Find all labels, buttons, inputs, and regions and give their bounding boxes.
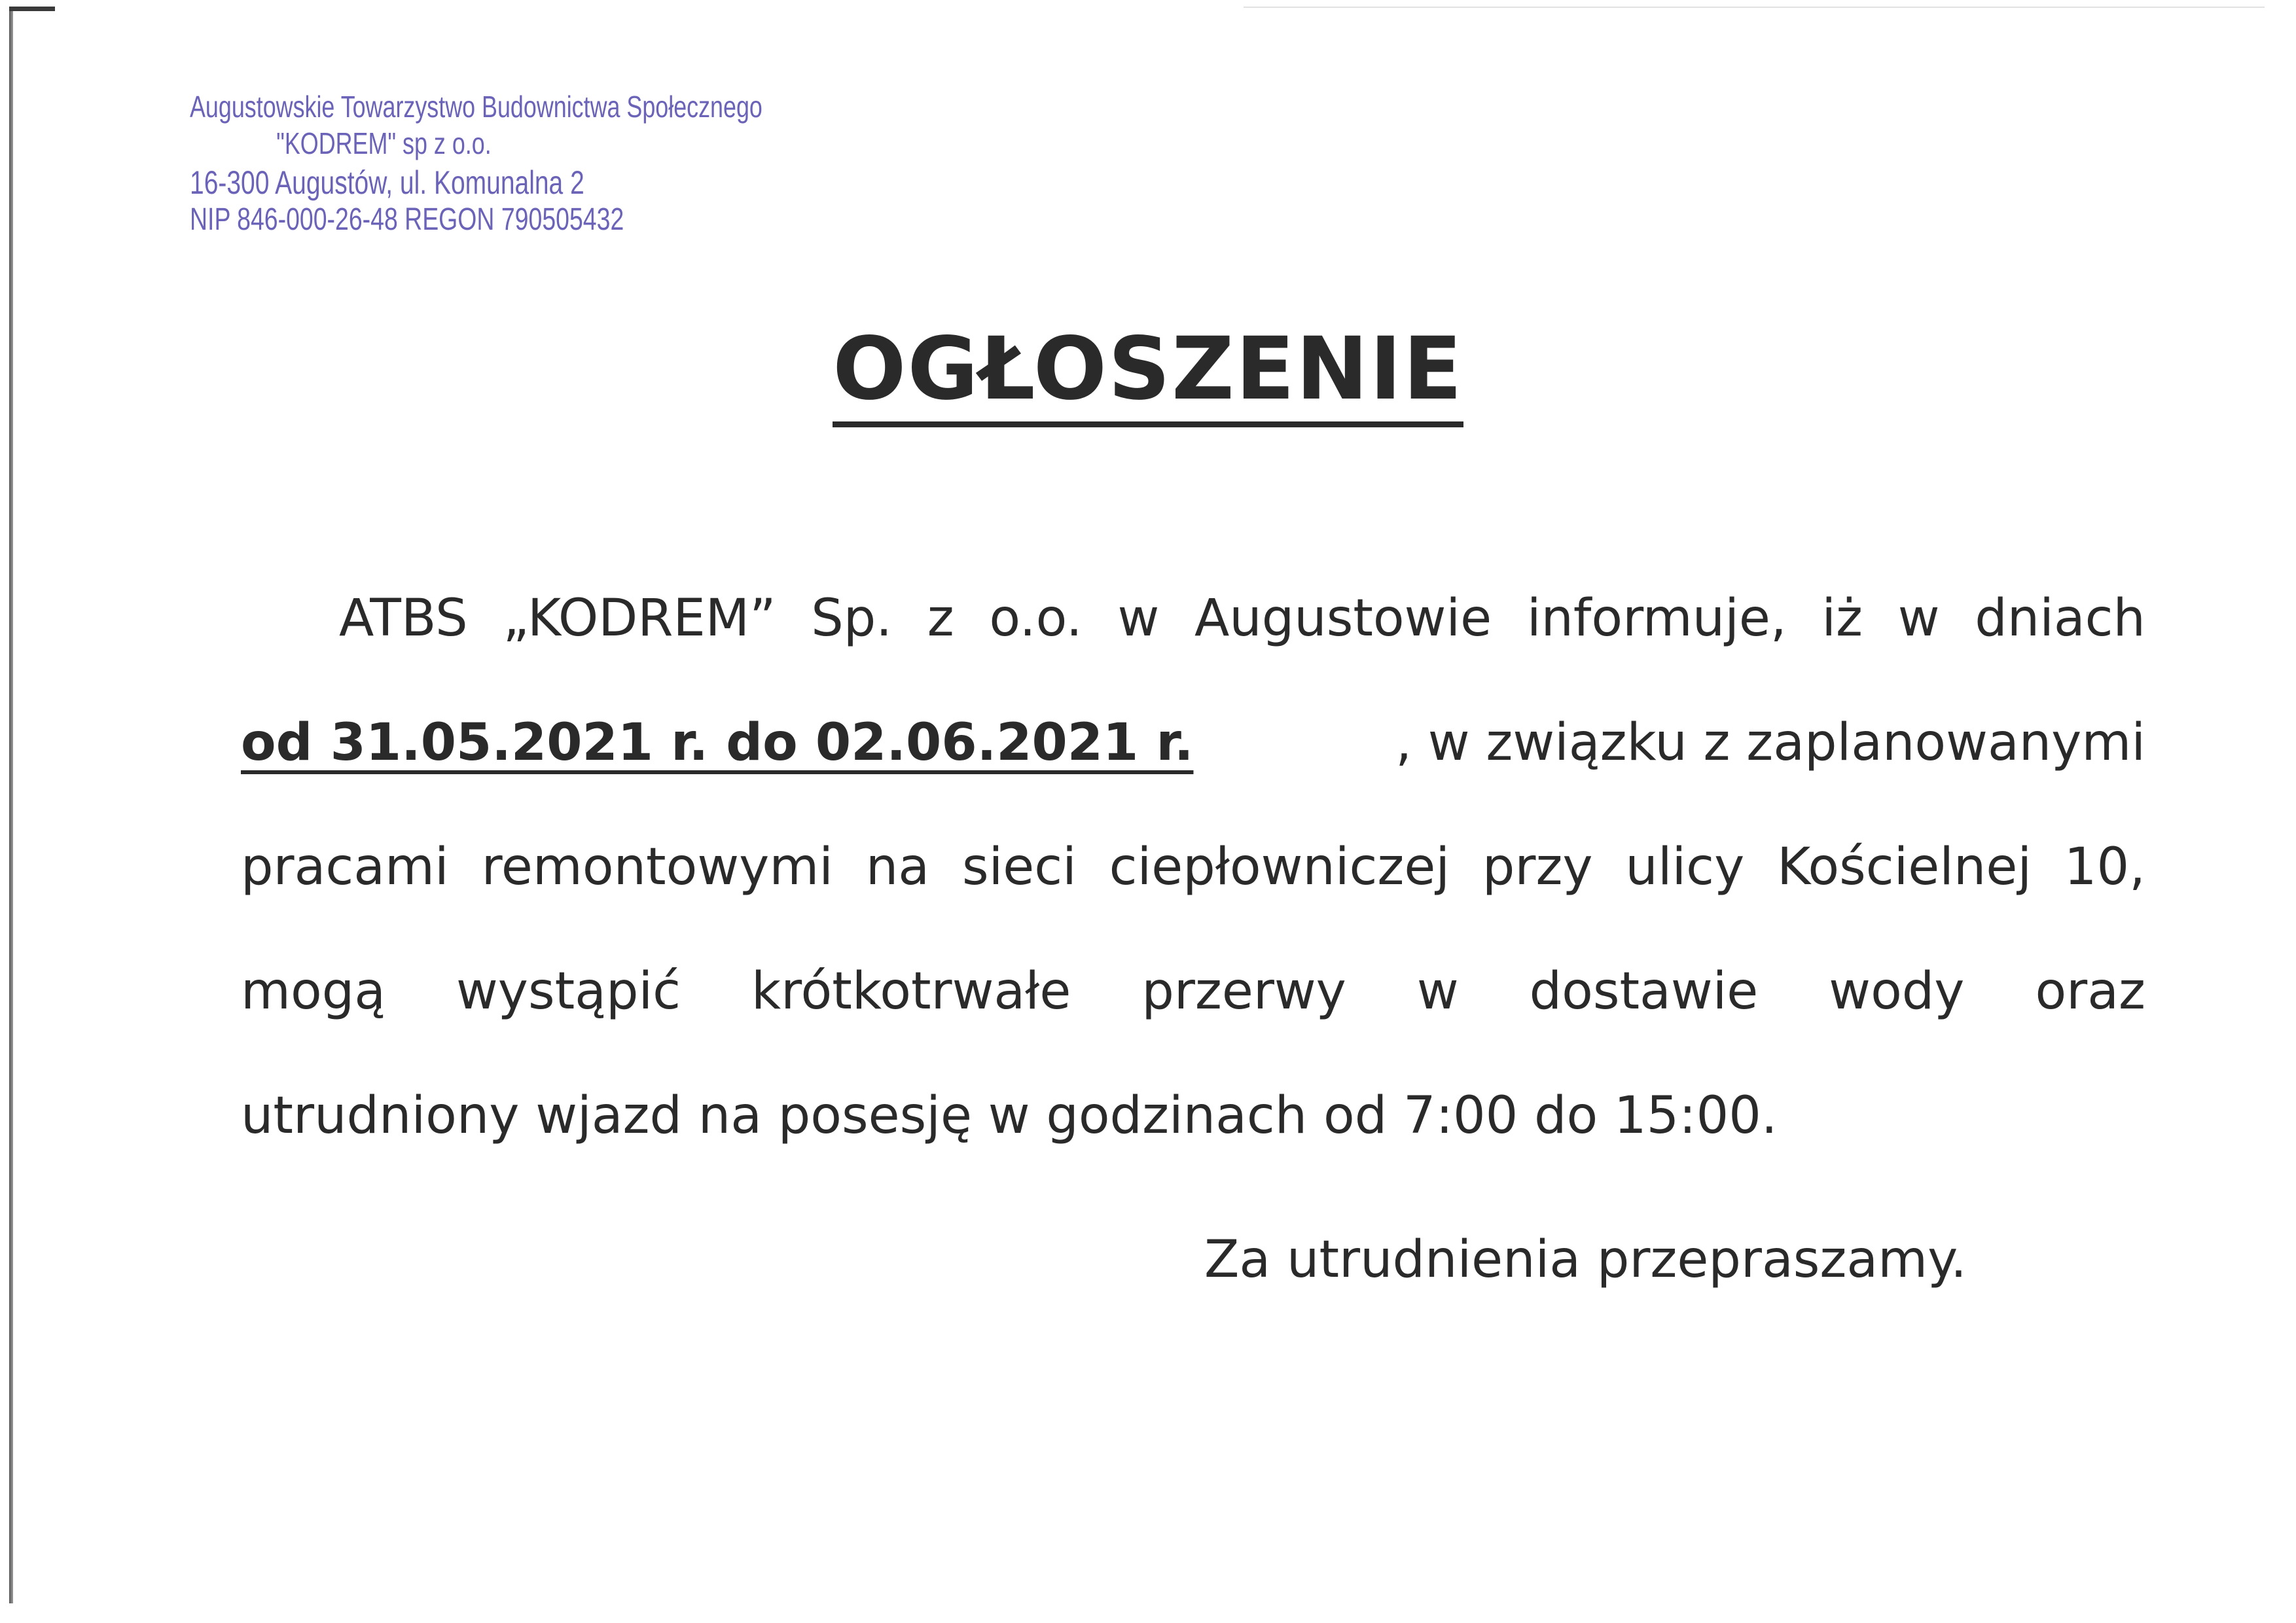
company-stamp: [190, 90, 762, 237]
closing-apology: Za utrudnienia przepraszamy.: [1204, 1230, 1967, 1289]
body-line-1: [241, 556, 2145, 681]
body-line-1-word: w: [1117, 589, 1160, 648]
stamp-nip-regon: NIP 846-000-26-48 REGON 790505432: [190, 202, 624, 237]
stamp-company-short: "KODREM" sp z o.o.: [276, 126, 492, 160]
announcement-body: [241, 556, 2145, 1178]
body-line-3-word: sieci: [961, 838, 1077, 897]
body-line-3-word: Kościelnej: [1777, 838, 2032, 897]
stamp-company-name: Augustowskie Towarzystwo Budownictwa Społecznego: [190, 90, 762, 124]
body-line-1-word: ATBS: [339, 589, 468, 648]
body-line-4-word: dostawie: [1529, 962, 1759, 1021]
body-line-3-word: pracami: [241, 838, 449, 897]
body-line-2-rest: , w związku z zaplanowanymi: [1395, 713, 2145, 772]
page-title: OGŁOSZENIE: [833, 326, 1463, 427]
body-line-4-word: wystąpić: [456, 962, 681, 1021]
body-line-1-word: „KODREM”: [503, 589, 776, 648]
body-line-1-word: Augustowie: [1194, 589, 1492, 648]
body-line-3-word: przy: [1482, 838, 1593, 897]
body-line-3-word: 10,: [2064, 838, 2145, 897]
body-line-1-word: o.o.: [989, 589, 1083, 648]
body-line-1-word: w: [1897, 589, 1940, 648]
body-line-1-word: z: [927, 589, 954, 648]
body-line-4-word: krótkotrwałe: [751, 962, 1071, 1021]
scan-edge-left: [9, 7, 13, 1603]
body-line-4-word: mogą: [241, 962, 386, 1021]
body-line-1-word: informuje,: [1526, 589, 1787, 648]
body-line-1-word: dniach: [1975, 589, 2145, 648]
body-line-3-word: remontowymi: [481, 838, 833, 897]
stamp-address: 16-300 Augustów, ul. Komunalna 2: [190, 164, 584, 201]
body-line-4-word: wody: [1829, 962, 1965, 1021]
body-line-4-word: w: [1416, 962, 1459, 1021]
body-line-3: [241, 805, 2145, 929]
body-line-1-word: Sp.: [811, 589, 893, 648]
body-line-5: utrudniony wjazd na posesję w godzinach od 7:00 do 15:00.: [241, 1086, 1778, 1145]
scan-edge-top-line: [1244, 7, 2265, 8]
title-wrap: [0, 319, 2296, 427]
body-line-4-word: przerwy: [1141, 962, 1346, 1021]
body-line-1-word: iż: [1821, 589, 1863, 648]
date-range: od 31.05.2021 r. do 02.06.2021 r.: [241, 713, 1194, 772]
body-line-4-word: oraz: [2035, 962, 2145, 1021]
scan-edge-top: [9, 7, 55, 11]
body-line-2: [241, 681, 2145, 805]
body-line-3-word: na: [865, 838, 930, 897]
body-line-3-word: ciepłowniczej: [1109, 838, 1450, 897]
body-line-4: [241, 929, 2145, 1054]
body-line-3-word: ulicy: [1625, 838, 1745, 897]
